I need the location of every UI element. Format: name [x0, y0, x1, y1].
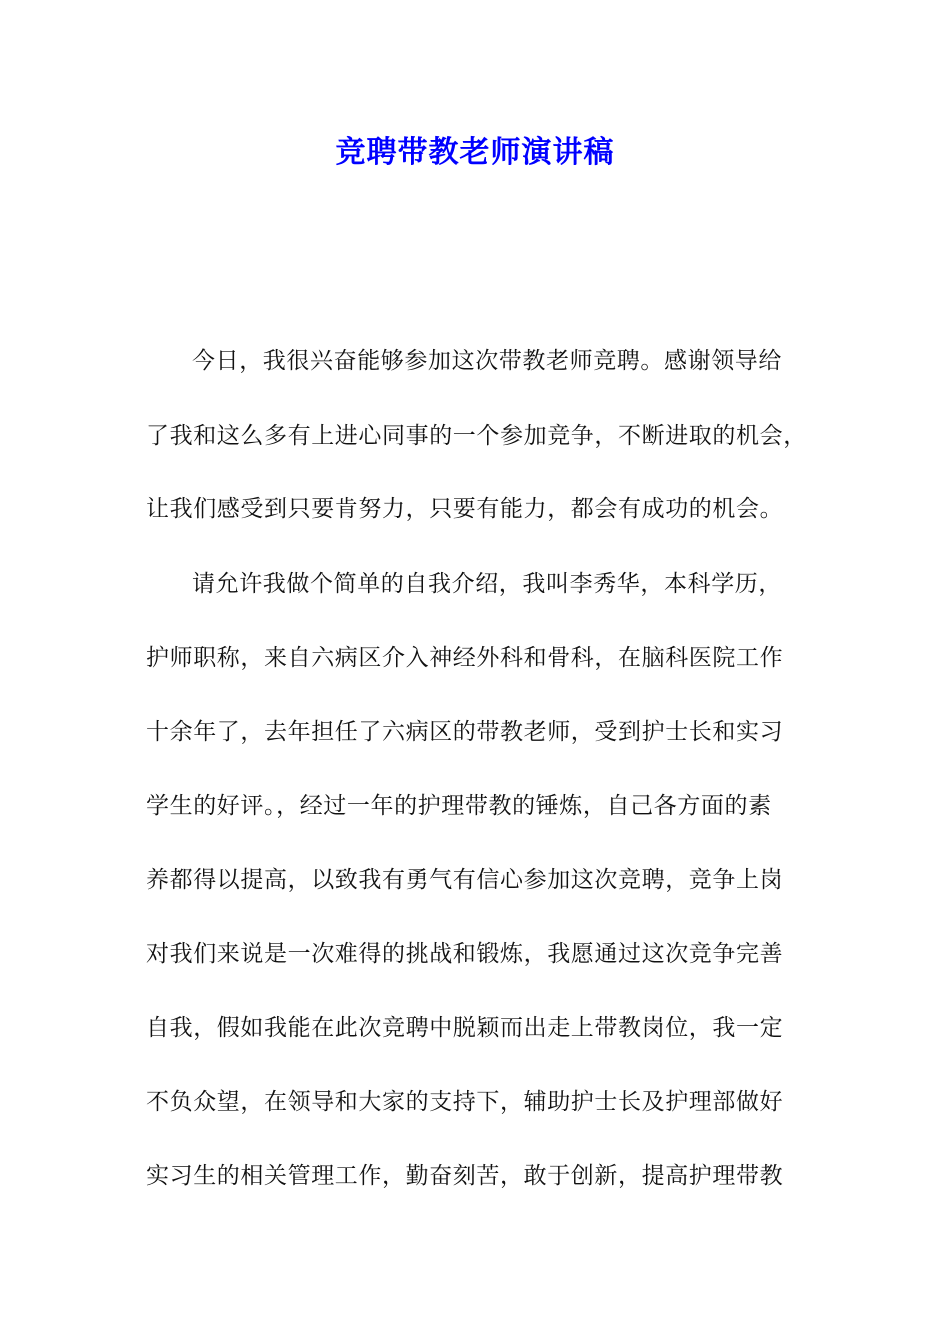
paragraph-2-line-1: 请允许我做个简单的自我介绍，我叫李秀华，本科学历， — [192, 571, 782, 597]
paragraph-2-line-8: 不负众望，在领导和大家的支持下，辅助护士长及护理部做好 — [146, 1089, 784, 1115]
paragraph-1-line-3: 让我们感受到只要肯努力，只要有能力，都会有成功的机会。 — [146, 496, 784, 522]
document-title: 竞聘带教老师演讲稿 — [335, 135, 615, 170]
paragraph-2-line-7: 自我，假如我能在此次竞聘中脱颖而出走上带教岗位，我一定 — [146, 1015, 784, 1041]
paragraph-2-line-3: 十余年了，去年担任了六病区的带教老师，受到护士长和实习 — [146, 719, 784, 745]
paragraph-2-line-9: 实习生的相关管理工作，勤奋刻苦，敢于创新，提高护理带教 — [146, 1163, 784, 1189]
paragraph-1-line-2: 了我和这么多有上进心同事的一个参加竞争，不断进取的机会， — [146, 423, 807, 449]
paragraph-2-line-6: 对我们来说是一次难得的挑战和锻炼，我愿通过这次竞争完善 — [146, 941, 784, 967]
paragraph-2-line-5: 养都得以提高，以致我有勇气有信心参加这次竞聘，竞争上岗 — [146, 867, 784, 893]
paragraph-1-line-1: 今日，我很兴奋能够参加这次带教老师竞聘。感谢领导给 — [192, 348, 782, 374]
paragraph-2-line-4: 学生的好评。，经过一年的护理带教的锤炼，自己各方面的素 — [146, 793, 772, 819]
paragraph-2-line-2: 护师职称，来自六病区介入神经外科和骨科，在脑科医院工作 — [146, 645, 784, 671]
